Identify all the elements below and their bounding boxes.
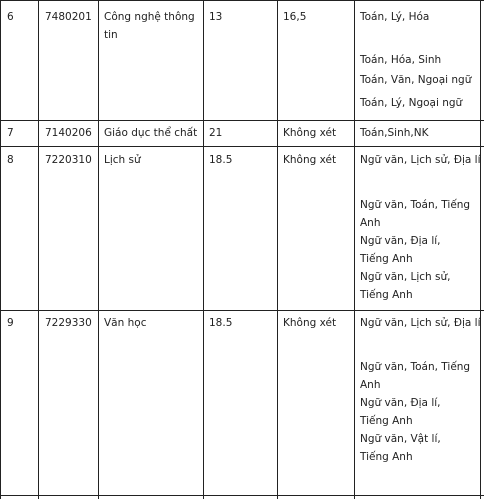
table-cell-score2: Không xét	[283, 127, 337, 139]
grid-line	[0, 146, 484, 147]
grid-line	[0, 0, 1, 499]
grid-line	[480, 0, 481, 499]
table-cell-stt: 7	[7, 127, 14, 139]
table-cell-combo: Ngữ văn, Toán, Tiếng Anh	[360, 361, 471, 391]
table-cell-score2: Không xét	[283, 154, 337, 166]
grid-line	[203, 0, 204, 499]
table-cell-combo: Ngữ văn, Địa lí, Tiếng Anh	[360, 397, 441, 427]
grid-line	[98, 0, 99, 499]
table-cell-score1: 18.5	[209, 317, 233, 329]
table-cell-score1: 18.5	[209, 154, 233, 166]
table-cell-stt: 9	[7, 317, 14, 329]
grid-line	[354, 0, 355, 499]
table-cell-name: Giáo dục thể chất	[104, 127, 198, 139]
table-cell-combo: Ngữ văn, Lịch sử, Tiếng Anh	[360, 271, 451, 301]
table-cell-combo: Toán, Văn, Ngoại ngữ	[360, 74, 472, 86]
table-cell-score2: Không xét	[283, 317, 337, 329]
table-cell-name: Lịch sử	[104, 154, 141, 166]
table-cell-stt: 8	[7, 154, 14, 166]
grid-line	[277, 0, 278, 499]
grid-line	[0, 310, 484, 311]
table-cell-combo: Toán,Sinh,NK	[360, 127, 429, 139]
table-cell-combo: Ngữ văn, Toán, Tiếng Anh	[360, 199, 471, 229]
table-cell-code: 7480201	[45, 11, 92, 23]
table-cell-code: 7220310	[45, 154, 92, 166]
table-cell-name: Công nghệ thông tin	[104, 11, 195, 41]
grid-line	[0, 0, 484, 1]
table-cell-score1: 13	[209, 11, 223, 23]
table-cell-combo: Toán, Lý, Ngoại ngữ	[360, 97, 463, 109]
table-cell-combo: Ngữ văn, Lịch sử, Địa lí	[360, 317, 481, 329]
table-cell-code: 7140206	[45, 127, 92, 139]
grid-line	[0, 495, 484, 496]
table-cell-score1: 21	[209, 127, 223, 139]
table-cell-score2: 16,5	[283, 11, 307, 23]
table-cell-combo: Ngữ văn, Lịch sử, Địa lí	[360, 154, 481, 166]
table-cell-combo: Ngữ văn, Địa lí, Tiếng Anh	[360, 235, 441, 265]
table-cell-combo: Toán, Hóa, Sinh	[360, 54, 442, 66]
table-cell-name: Văn học	[104, 317, 147, 329]
table-cell-code: 7229330	[45, 317, 92, 329]
table-cell-combo: Ngữ văn, Vật lí, Tiếng Anh	[360, 433, 441, 463]
table-cell-combo: Toán, Lý, Hóa	[360, 11, 430, 23]
grid-line	[0, 120, 484, 121]
grid-line	[38, 0, 39, 499]
table-cell-stt: 6	[7, 11, 14, 23]
